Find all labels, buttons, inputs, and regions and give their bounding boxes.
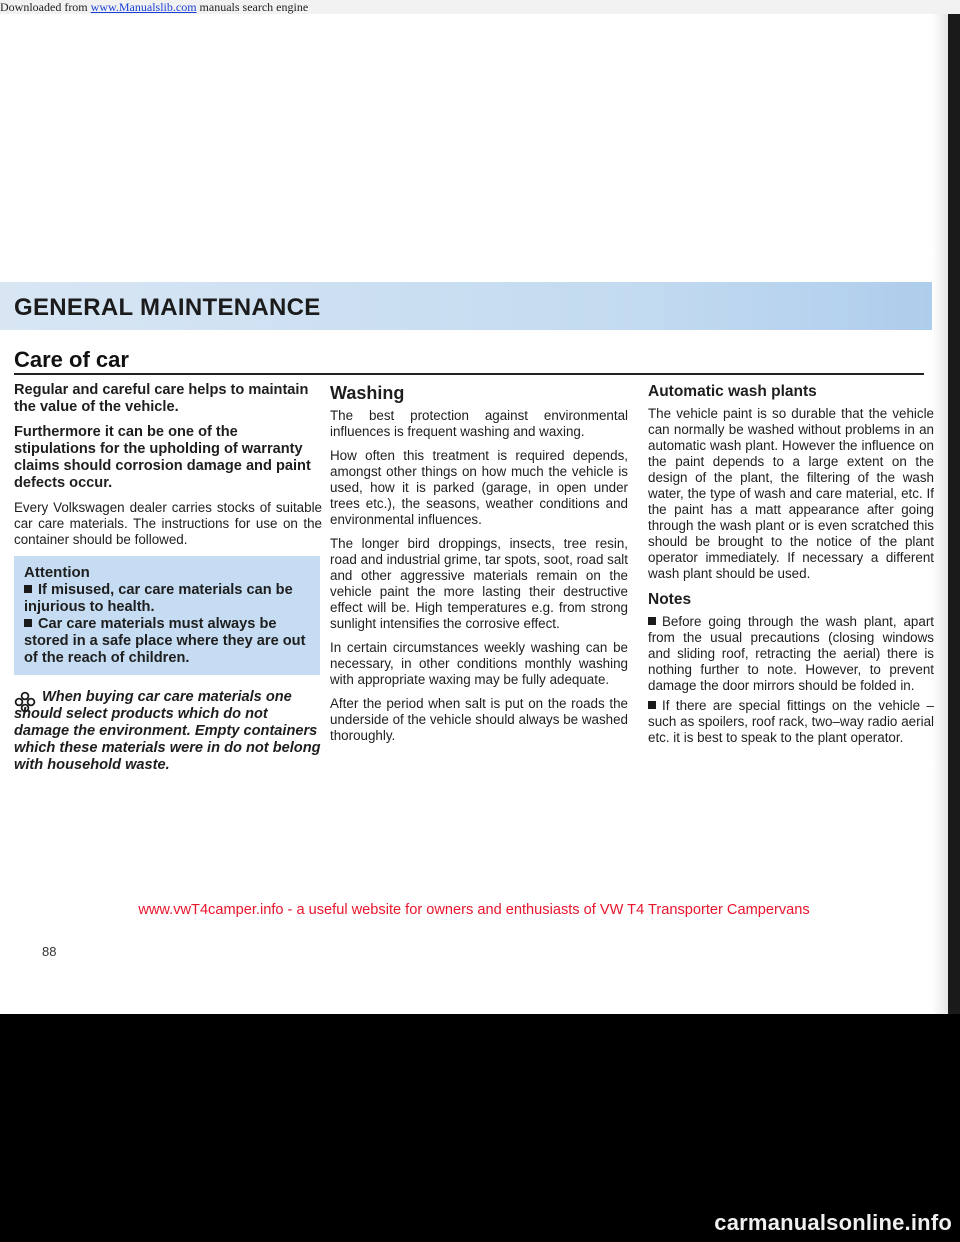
wash-plants-paragraph: The vehicle paint is so durable that the vehicle can normally be washed without problems in an automatic wash plant. However the influence on the paint depends to a large extent on the design of the plant, the filtering of the wash water, the type of wash and care material, etc. If the paint has a matt appearance after going through the wash plant or is even scratched this should be brought to the notice of the plant operator immediately. If necessary a different wash plant should be used. [648,406,934,581]
attention-item-storage-text: Car care materials must always be stored in a safe place where they are out of the reach of children. [24,616,306,666]
wash-plants-heading: Automatic wash plants [648,383,817,400]
attention-title: Attention [24,564,90,581]
banner-prefix: Downloaded from [0,0,91,14]
banner-suffix: manuals search engine [196,0,309,14]
attention-item-misuse [24,582,310,616]
bullet-icon [648,701,656,709]
washing-para-frequency: How often this treatment is required depends, amongst other things on how much the vehicle is used, how it is parked (garage, in open under trees etc.), the seasons, weather conditions and environmental influences. [330,448,628,527]
manualslib-link[interactable]: www.Manualslib.com [90,0,197,14]
website-note: www.vwT4camper.info - a useful website for owners and enthusiasts of VW T4 Transporter Campervans [138,902,810,918]
bullet-icon [648,617,656,625]
section-title: GENERAL MAINTENANCE [14,294,321,321]
environment-note [14,689,322,774]
attention-item-storage [24,616,310,667]
footer-strip [0,1014,960,1242]
page-number: 88 [42,944,57,959]
washing-heading: Washing [330,383,405,403]
note-item-special-fittings-text: If there are special fittings on the vehicle – such as spoilers, roof rack, two–way radio aerial etc. it is best to speak to the plant operator. [648,698,934,745]
column-washing [330,382,628,752]
lead-text-value: Regular and careful care helps to maintain the value of the vehicle. [14,382,309,415]
column-wash-plants [648,382,934,750]
title-rule [14,373,924,375]
watermark: carmanualsonline.info [714,1210,952,1235]
attention-box [14,556,320,675]
bullet-icon [24,585,32,593]
washing-para-weekly: In certain circumstances weekly washing can be necessary, in other conditions monthly washing with appropriate waxing may be fully adequate. [330,640,628,687]
washing-para-contaminants: The longer bird droppings, insects, tree resin, road and industrial grime, tar spots, soot, road salt and other aggressive materials remain on the vehicle paint the more lasting their destructive effect will be. High temperatures e.g. from strong sunlight intensifies the corrosive effect. [330,536,628,631]
download-banner [0,0,960,14]
bullet-icon [24,619,32,627]
washing-para-protection: The best protection against environmental influences is frequent washing and waxing. [330,408,628,439]
page-edge-dark [948,14,960,1014]
washing-para-salt: After the period when salt is put on the roads the underside of the vehicle should always be washed thoroughly. [330,696,628,743]
page-edge-shadow [932,14,948,1014]
environment-note-text: When buying car care materials one should select products which do not damage the environment. Empty containers which these materials were in do not belong with household waste. [14,689,321,773]
notes-heading: Notes [648,591,692,608]
note-item-precautions [648,614,934,694]
column-intro [14,382,322,774]
environment-icon [14,691,36,713]
page-title: Care of car [14,347,129,372]
lead-text-warranty: Furthermore it can be one of the stipulations for the upholding of warranty claims should corrosion damage and paint defects occur. [14,424,311,491]
dealer-paragraph: Every Volkswagen dealer carries stocks of suitable car care materials. The instructions for use on the container should be followed. [14,500,322,547]
note-item-precautions-text: Before going through the wash plant, apart from the usual precautions (closing windows and sliding roof, retracting the aerial) there is nothing further to note. However, to prevent damage the door mirrors should be folded in. [648,614,934,693]
attention-item-misuse-text: If misused, car care materials can be injurious to health. [24,582,293,615]
note-item-special-fittings [648,698,934,746]
